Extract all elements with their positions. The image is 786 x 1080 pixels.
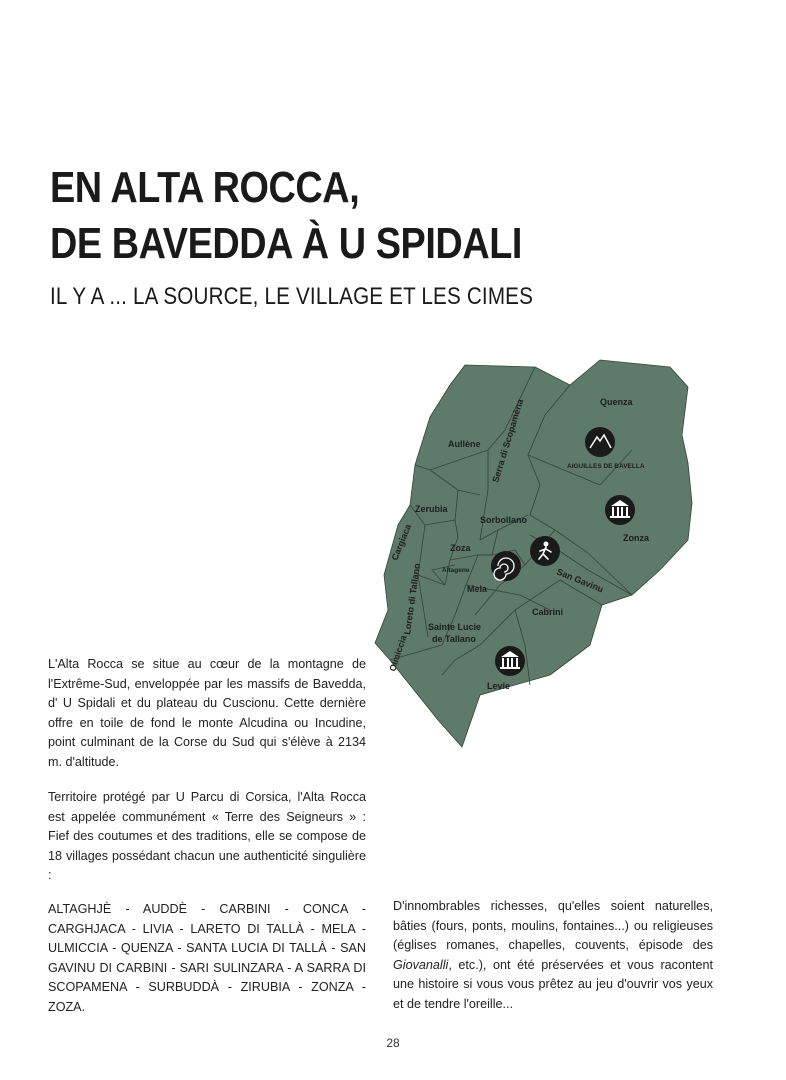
villages-list <box>48 900 366 1017</box>
villages-text: ALTAGHJÈ - AUDDÈ - CARBINI - CONCA - CARGHJACA - LIVIA - LARETO DI TALLÀ - MELA - ULMICCIA - QUENZA - SANTA LUCIA DI TALLÀ - SAN GAVINU DI CARBINI - SARI SULINZARA - A SARRA DI SCOPAMENA - SURBUDDÀ - ZIRUBIA - ZONZA - ZOZA. <box>48 902 366 1014</box>
paragraph-3-emphasis: Giovanalli <box>393 957 449 972</box>
page-title <box>50 160 522 272</box>
paragraph-3-part-b: , etc.), ont été préservées et vous racontent une histoire si vous vous prêtez au jeu d'ouvrir vos yeux et de tendre l'oreille... <box>393 957 713 1011</box>
page-subtitle: IL Y A ... LA SOURCE, LE VILLAGE ET LES CIMES <box>50 283 534 310</box>
map-label-sainte-lucie-1: Sainte Lucie <box>428 622 482 632</box>
map-label-altagene: Altagene <box>442 567 470 574</box>
map-label-aiguilles: AIGUILLES DE BAVELLA <box>567 463 645 470</box>
map-label-aullene: Aullène <box>448 439 481 449</box>
map-label-zonza: Zonza <box>623 533 649 543</box>
map-label-sainte-lucie-2: de Tallano <box>432 634 476 644</box>
map-label-serra: Serra di Scopamèna <box>490 397 526 484</box>
map-label-carbuccia: Cargiaca <box>389 522 414 562</box>
territory-paragraph <box>48 788 366 886</box>
map-label-san-gavinu: San Gavinu <box>555 566 605 595</box>
title-line-2: DE BAVEDDA À U SPIDALI <box>50 219 522 268</box>
map-label-sorbollano: Sorbollano <box>480 515 527 525</box>
fossil-icon <box>491 551 521 581</box>
page-number: 28 <box>386 1036 400 1050</box>
map-label-olmiccia: Olmiccia <box>387 633 409 673</box>
paragraph-1: L'Alta Rocca se situe au cœur de la montagne de l'Extrême-Sud, enveloppée par les massifs de Bavedda, d' U Spidali et du plateau du Cuscionu. Cette dernière offre en toile de fond le monte Alcudina ou Incudine, point culminant de la Corse du Sud qui s'élève à 2134 m. d'altitude. <box>48 657 366 769</box>
intro-paragraph <box>48 655 366 772</box>
paragraph-2: Territoire protégé par U Parcu di Corsica, l'Alta Rocca est appelée communément « Terre des Seigneurs » : Fief des coutumes et des traditions, elle se compose de 18 villages possédant chacun une authenticité singulière : <box>48 790 366 882</box>
map-label-zoza: Zoza <box>450 543 471 553</box>
map-label-mela: Mela <box>467 584 488 594</box>
map-label-cabrini: Cabrini <box>532 607 564 617</box>
monument-icon <box>495 646 525 676</box>
hiker-icon <box>530 536 560 566</box>
map-label-zerubia: Zerubia <box>415 504 448 514</box>
map-label-loreto: Loreto di Tallano <box>402 562 422 636</box>
alta-rocca-map <box>370 355 700 750</box>
paragraph-3-part-a: D'innombrables richesses, qu'elles soient naturelles, bâties (fours, ponts, moulins, fontaines...) ou religieuses (églises romanes, chapelles, couvents, épisode des <box>393 899 713 952</box>
map-label-levie: Levie <box>487 681 511 691</box>
title-line-1: EN ALTA ROCCA, <box>50 163 360 212</box>
monument-icon <box>605 495 635 525</box>
paragraph-3 <box>393 897 713 1014</box>
mountain-icon <box>585 427 615 457</box>
map-label-quenza: Quenza <box>600 397 633 407</box>
riches-paragraph <box>393 897 713 1014</box>
